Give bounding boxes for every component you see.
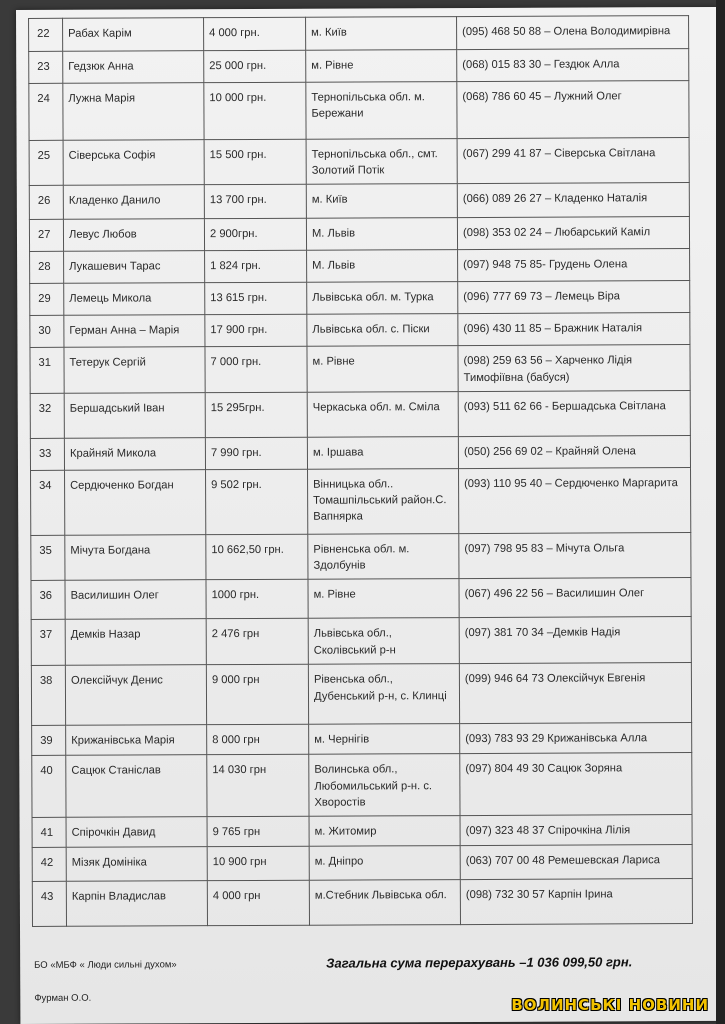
contact-cell: (097) 948 75 85- Грудень Олена — [458, 249, 690, 282]
amount-cell: 9 000 грн — [206, 665, 308, 725]
amount-cell: 17 900 грн. — [205, 315, 307, 347]
contact-cell: (066) 089 26 27 – Кладенко Наталія — [457, 183, 689, 218]
contact-cell: (050) 256 69 02 – Крайняй Олена — [458, 435, 690, 468]
table-row — [32, 723, 692, 756]
table-row — [30, 390, 690, 438]
amount-cell: 1 824 грн. — [205, 251, 307, 283]
recipient-name: Спірочкін Давид — [66, 817, 207, 848]
row-number: 27 — [29, 220, 63, 252]
table-row — [30, 249, 690, 284]
row-number: 36 — [31, 581, 65, 620]
location-cell: Львівська обл. с. Піски — [307, 314, 458, 347]
table-body — [29, 16, 693, 927]
amount-cell: 14 030 грн — [207, 755, 309, 817]
row-number: 34 — [31, 470, 65, 535]
table-row — [32, 815, 692, 848]
amount-cell: 9 502 грн. — [206, 469, 308, 534]
amount-cell: 7 990 грн. — [205, 437, 307, 469]
recipient-name: Демків Назар — [65, 619, 206, 666]
location-cell: Львівська обл. м. Турка — [307, 282, 458, 315]
row-number: 29 — [30, 284, 64, 316]
recipient-name: Герман Анна – Марія — [64, 315, 205, 348]
location-cell: Львівська обл., Сколівський р-н — [308, 618, 459, 665]
location-cell: М. Львів — [306, 218, 457, 251]
row-number: 43 — [32, 881, 66, 926]
amount-cell: 7 000 грн. — [205, 347, 307, 393]
row-number: 33 — [30, 438, 64, 470]
location-cell: м. Рівне — [307, 346, 458, 392]
contact-cell: (098) 259 63 56 – Харченко Лідія Тимофіївна (бабуся) — [458, 345, 690, 391]
location-cell: м. Чернігів — [309, 724, 460, 755]
row-number: 28 — [30, 252, 64, 284]
table-row — [29, 217, 689, 252]
row-number: 37 — [31, 620, 65, 666]
table-row — [32, 753, 692, 818]
row-number: 40 — [32, 756, 66, 818]
contact-cell: (096) 777 69 73 – Лемець Віра — [458, 281, 690, 314]
recipient-name: Мізяк Домініка — [66, 847, 207, 882]
contact-cell: (068) 786 60 45 – Лужний Олег — [457, 81, 689, 139]
table-row — [29, 81, 689, 141]
table-row — [29, 16, 689, 52]
amount-cell: 13 700 грн. — [204, 185, 306, 219]
contact-cell: (063) 707 00 48 Ремешевская Лариса — [460, 845, 692, 880]
contact-cell: (097) 804 49 30 Сацюк Зоряна — [460, 753, 692, 816]
location-cell: м. Рівне — [306, 50, 457, 83]
recipient-name: Левус Любов — [63, 219, 204, 252]
table-row — [32, 879, 692, 927]
recipient-name: Бершадський Іван — [64, 393, 205, 439]
location-cell: м. Дніпро — [309, 846, 460, 881]
page-edge-shadow — [716, 0, 725, 1024]
location-cell: М. Львів — [307, 250, 458, 283]
contact-cell: (095) 468 50 88 – Олена Володимирівна — [457, 16, 689, 50]
amount-cell: 1000 грн. — [206, 580, 308, 619]
location-cell: м. Рівне — [308, 579, 459, 619]
contact-cell: (093) 511 62 66 - Бершадська Світлана — [458, 390, 690, 436]
recipient-name: Сацюк Станіслав — [66, 755, 207, 817]
recipient-name: Олексійчук Денис — [65, 665, 206, 726]
contact-cell: (098) 732 30 57 Карпін Ірина — [460, 879, 692, 925]
document-page — [16, 7, 720, 1024]
location-cell: м. Київ — [306, 184, 457, 219]
recipient-name: Гедзюк Анна — [63, 51, 204, 84]
row-number: 23 — [29, 51, 63, 83]
organization-name: БО «МБФ « Люди сильні духом» — [34, 959, 177, 971]
recipient-name: Крайняй Микола — [64, 438, 205, 471]
location-cell: м. Київ — [306, 17, 457, 51]
amount-cell: 10 662,50 грн. — [206, 534, 308, 580]
recipient-name: Кладенко Данило — [63, 185, 204, 220]
row-number: 39 — [32, 726, 66, 756]
row-number: 25 — [29, 140, 63, 186]
table-row — [30, 281, 690, 316]
recipient-name: Карпін Владислав — [66, 881, 207, 927]
contact-cell: (067) 496 22 56 – Василишин Олег — [459, 578, 691, 618]
recipient-name: Василишин Олег — [65, 580, 206, 620]
contact-cell: (098) 353 02 24 – Любарський Каміл — [457, 217, 689, 250]
table-row — [30, 345, 690, 393]
row-number: 22 — [29, 18, 63, 51]
recipient-name: Тетерук Сергій — [64, 347, 205, 393]
contact-cell: (093) 110 95 40 – Сердюченко Маргарита — [459, 467, 691, 533]
amount-cell: 15 295грн. — [205, 392, 307, 437]
contact-cell: (097) 381 70 34 –Демків Надія — [459, 617, 691, 664]
recipient-name: Лужна Марія — [63, 83, 204, 141]
table-row — [32, 845, 692, 882]
amount-cell: 4 000 грн. — [204, 17, 306, 50]
table-row — [29, 183, 689, 220]
amount-cell: 8 000 грн — [207, 725, 309, 755]
recipient-name: Лукашевич Тарас — [64, 251, 205, 284]
amount-cell: 13 615 грн. — [205, 283, 307, 315]
row-number: 24 — [29, 83, 63, 140]
location-cell: Вінницька обл.. Томашпільський район.С. Вапнярка — [308, 469, 459, 535]
location-cell: Тернопільська обл. м. Бережани — [306, 82, 457, 140]
contact-cell: (096) 430 11 85 – Бражник Наталія — [458, 313, 690, 346]
table-row — [31, 467, 691, 535]
contact-cell: (097) 323 48 37 Спірочкіна Лілія — [460, 815, 692, 846]
location-cell: м. Іршава — [307, 437, 458, 470]
donations-table — [28, 15, 693, 927]
contact-cell: (099) 946 64 73 Олексійчук Евгенія — [459, 663, 691, 724]
amount-cell: 9 765 грн — [207, 816, 309, 846]
table-row — [31, 663, 691, 726]
row-number: 32 — [30, 393, 64, 438]
table-row — [29, 49, 689, 84]
table-row — [31, 578, 691, 620]
contact-cell: (067) 299 41 87 – Сіверська Світлана — [457, 138, 689, 184]
recipient-name: Мічута Богдана — [65, 535, 206, 581]
recipient-name: Сіверська Софія — [63, 140, 204, 186]
location-cell: м.Стебник Львівська обл. — [309, 880, 460, 926]
table-row — [31, 532, 691, 580]
recipient-name: Лемець Микола — [64, 283, 205, 316]
amount-cell: 10 900 грн — [207, 846, 309, 880]
location-cell: Тернопільська обл., смт. Золотий Потік — [306, 139, 457, 185]
table-row — [30, 435, 690, 470]
amount-cell: 2 476 грн — [206, 619, 308, 665]
amount-cell: 15 500 грн. — [204, 139, 306, 185]
row-number: 42 — [32, 847, 66, 881]
amount-cell: 4 000 грн — [207, 880, 309, 925]
row-number: 26 — [29, 186, 63, 220]
row-number: 35 — [31, 535, 65, 581]
amount-cell: 2 900грн. — [204, 219, 306, 251]
location-cell: Черкаська обл. м. Сміла — [307, 392, 458, 438]
location-cell: Рівенська обл., Дубенський р-н, с. Клинці — [308, 664, 459, 725]
row-number: 38 — [31, 666, 65, 726]
location-cell: Рівненська обл. м. Здолбунів — [308, 534, 459, 580]
table-row — [30, 313, 690, 348]
signer-name: Фурман О.О. — [34, 992, 92, 1004]
amount-cell: 10 000 грн. — [204, 82, 306, 139]
location-cell: Волинська обл., Любомильський р-н. с. Хворостів — [309, 754, 460, 816]
recipient-name: Крижанівська Марія — [66, 725, 207, 756]
location-cell: м. Житомир — [309, 816, 460, 847]
amount-cell: 25 000 грн. — [204, 50, 306, 82]
recipient-name: Сердюченко Богдан — [65, 470, 206, 536]
watermark-logo: ВОЛИНСЬКІ НОВИНИ — [511, 996, 709, 1014]
contact-cell: (093) 783 93 29 Крижанівська Алла — [460, 723, 692, 754]
row-number: 41 — [32, 817, 66, 847]
recipient-name: Рабах Карім — [63, 18, 204, 52]
total-sum: Загальна сума перерахувань –1 036 099,50 грн. — [326, 954, 633, 971]
table-row — [31, 617, 691, 666]
contact-cell: (097) 798 95 83 – Мічута Ольга — [459, 532, 691, 578]
row-number: 30 — [30, 316, 64, 348]
contact-cell: (068) 015 83 30 – Гездюк Алла — [457, 49, 689, 82]
row-number: 31 — [30, 348, 64, 394]
table-row — [29, 138, 689, 186]
